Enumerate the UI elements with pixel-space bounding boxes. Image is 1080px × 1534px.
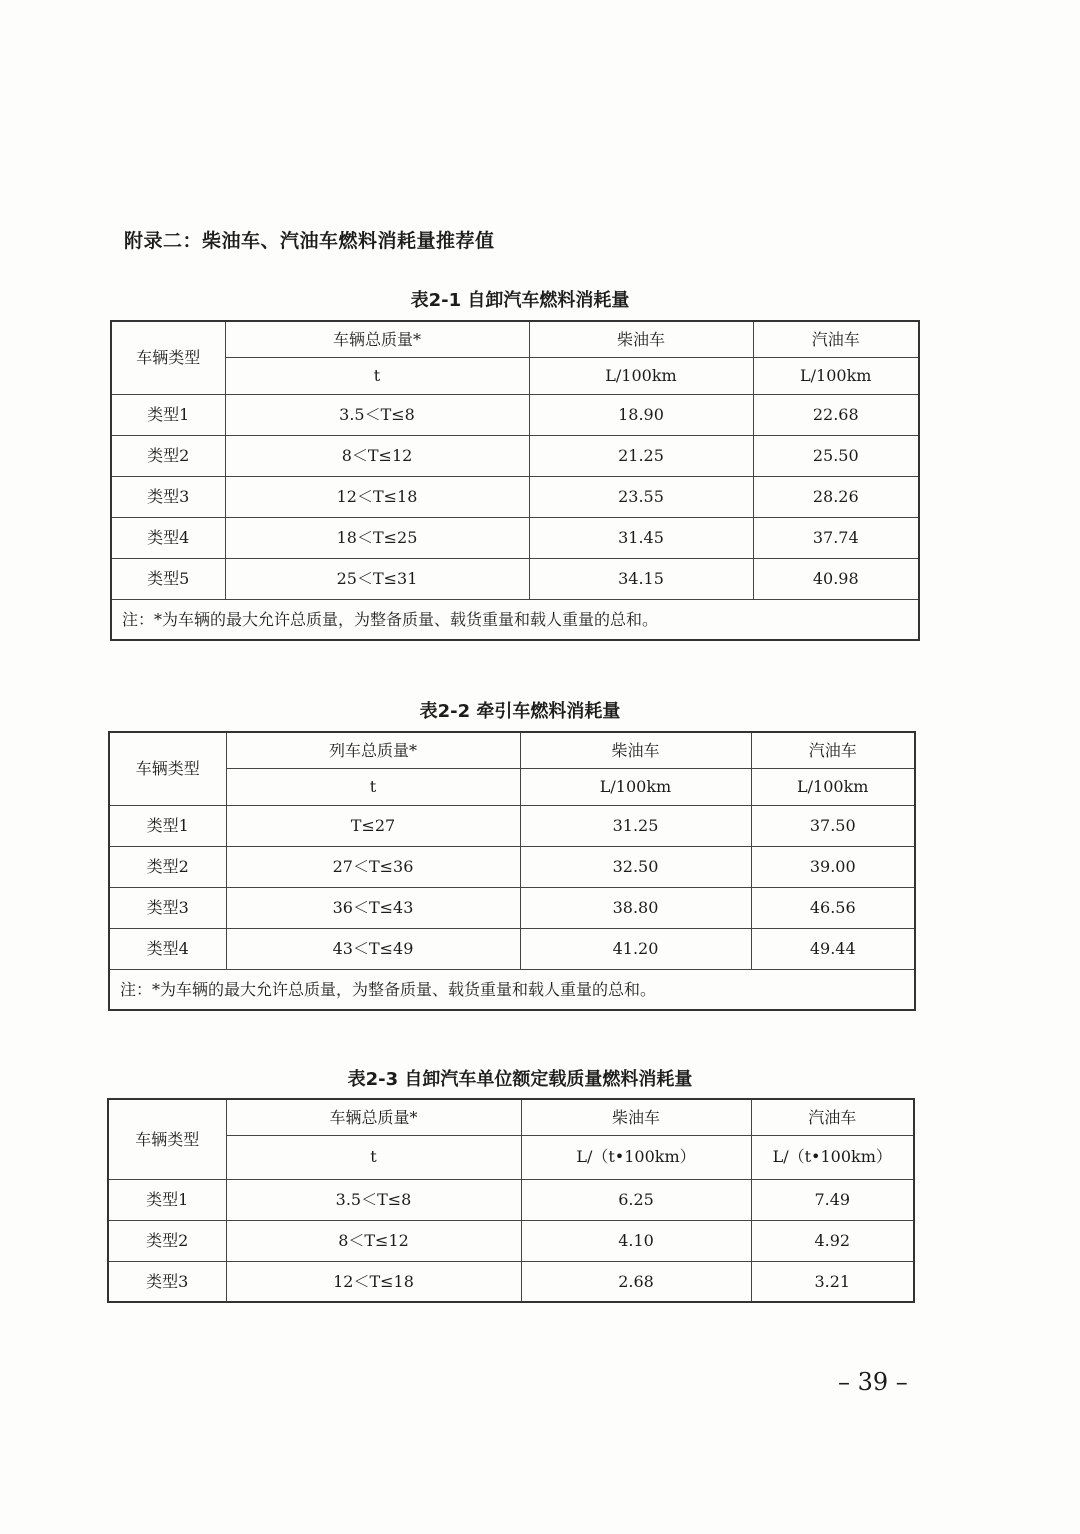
page-number: – 39 – — [838, 1368, 908, 1396]
header-mass-unit: t — [225, 357, 529, 394]
header-diesel-unit: L/100km — [529, 357, 753, 394]
table-row — [109, 846, 915, 887]
cell-mass: 3.5＜T≤8 — [225, 394, 529, 435]
cell-gasoline: 40.98 — [753, 558, 919, 599]
header-mass: 列车总质量* — [226, 732, 520, 768]
cell-type: 类型1 — [111, 394, 225, 435]
cell-diesel: 4.10 — [521, 1220, 751, 1261]
table-row — [111, 394, 919, 435]
table-2-2-caption: 表2-2 牵引车燃料消耗量 — [419, 701, 621, 722]
header-mass-unit: t — [226, 1135, 521, 1179]
table-row — [109, 887, 915, 928]
header-diesel-unit: L/100km — [520, 768, 751, 805]
header-gasoline: 汽油车 — [751, 1099, 914, 1135]
header-diesel: 柴油车 — [520, 732, 751, 768]
header-vehicle-type: 车辆类型 — [109, 732, 226, 805]
cell-diesel: 32.50 — [520, 846, 751, 887]
cell-diesel: 21.25 — [529, 435, 753, 476]
cell-type: 类型4 — [111, 517, 225, 558]
cell-mass: 12＜T≤18 — [225, 476, 529, 517]
header-gasoline-unit: L/100km — [751, 768, 915, 805]
table-row — [111, 517, 919, 558]
header-diesel: 柴油车 — [521, 1099, 751, 1135]
cell-type: 类型5 — [111, 558, 225, 599]
cell-mass: T≤27 — [226, 805, 520, 846]
table-row — [109, 928, 915, 969]
cell-gasoline: 25.50 — [753, 435, 919, 476]
table-row — [108, 1220, 914, 1261]
cell-mass: 36＜T≤43 — [226, 887, 520, 928]
cell-type: 类型2 — [109, 846, 226, 887]
cell-mass: 25＜T≤31 — [225, 558, 529, 599]
cell-diesel: 18.90 — [529, 394, 753, 435]
cell-mass: 27＜T≤36 — [226, 846, 520, 887]
cell-diesel: 31.45 — [529, 517, 753, 558]
table-2-2 — [108, 731, 916, 1011]
table-row — [108, 1261, 914, 1302]
table-note: 注：*为车辆的最大允许总质量，为整备质量、载货重量和载人重量的总和。 — [111, 599, 919, 640]
table-row — [108, 1179, 914, 1220]
cell-gasoline: 3.21 — [751, 1261, 914, 1302]
table-row — [111, 435, 919, 476]
table-2-1-caption: 表2-1 自卸汽车燃料消耗量 — [410, 290, 630, 311]
cell-diesel: 41.20 — [520, 928, 751, 969]
table-2-1 — [110, 320, 920, 641]
header-gasoline: 汽油车 — [753, 321, 919, 357]
cell-gasoline: 46.56 — [751, 887, 915, 928]
cell-gasoline: 7.49 — [751, 1179, 914, 1220]
header-vehicle-type: 车辆类型 — [111, 321, 225, 394]
cell-diesel: 23.55 — [529, 476, 753, 517]
header-diesel: 柴油车 — [529, 321, 753, 357]
header-gasoline-unit: L/（t•100km） — [751, 1135, 914, 1179]
cell-gasoline: 28.26 — [753, 476, 919, 517]
table-row — [109, 805, 915, 846]
cell-diesel: 34.15 — [529, 558, 753, 599]
cell-diesel: 38.80 — [520, 887, 751, 928]
cell-gasoline: 4.92 — [751, 1220, 914, 1261]
header-mass: 车辆总质量* — [225, 321, 529, 357]
header-vehicle-type: 车辆类型 — [108, 1099, 226, 1179]
cell-type: 类型4 — [109, 928, 226, 969]
cell-mass: 8＜T≤12 — [225, 435, 529, 476]
cell-diesel: 2.68 — [521, 1261, 751, 1302]
cell-type: 类型1 — [108, 1179, 226, 1220]
cell-gasoline: 39.00 — [751, 846, 915, 887]
header-mass-unit: t — [226, 768, 520, 805]
cell-gasoline: 49.44 — [751, 928, 915, 969]
appendix-title: 附录二：柴油车、汽油车燃料消耗量推荐值 — [124, 230, 495, 252]
cell-type: 类型3 — [108, 1261, 226, 1302]
header-diesel-unit: L/（t•100km） — [521, 1135, 751, 1179]
cell-gasoline: 37.74 — [753, 517, 919, 558]
cell-type: 类型2 — [111, 435, 225, 476]
cell-type: 类型3 — [111, 476, 225, 517]
cell-mass: 3.5＜T≤8 — [226, 1179, 521, 1220]
cell-mass: 12＜T≤18 — [226, 1261, 521, 1302]
table-row — [111, 476, 919, 517]
cell-mass: 18＜T≤25 — [225, 517, 529, 558]
table-2-3-caption: 表2-3 自卸汽车单位额定载质量燃料消耗量 — [347, 1069, 693, 1090]
cell-mass: 43＜T≤49 — [226, 928, 520, 969]
cell-gasoline: 22.68 — [753, 394, 919, 435]
cell-type: 类型3 — [109, 887, 226, 928]
cell-type: 类型1 — [109, 805, 226, 846]
cell-mass: 8＜T≤12 — [226, 1220, 521, 1261]
header-mass: 车辆总质量* — [226, 1099, 521, 1135]
table-row — [111, 558, 919, 599]
header-gasoline: 汽油车 — [751, 732, 915, 768]
cell-gasoline: 37.50 — [751, 805, 915, 846]
header-gasoline-unit: L/100km — [753, 357, 919, 394]
cell-type: 类型2 — [108, 1220, 226, 1261]
cell-diesel: 31.25 — [520, 805, 751, 846]
table-2-3 — [107, 1098, 915, 1303]
table-note: 注：*为车辆的最大允许总质量，为整备质量、载货重量和载人重量的总和。 — [109, 969, 915, 1010]
cell-diesel: 6.25 — [521, 1179, 751, 1220]
